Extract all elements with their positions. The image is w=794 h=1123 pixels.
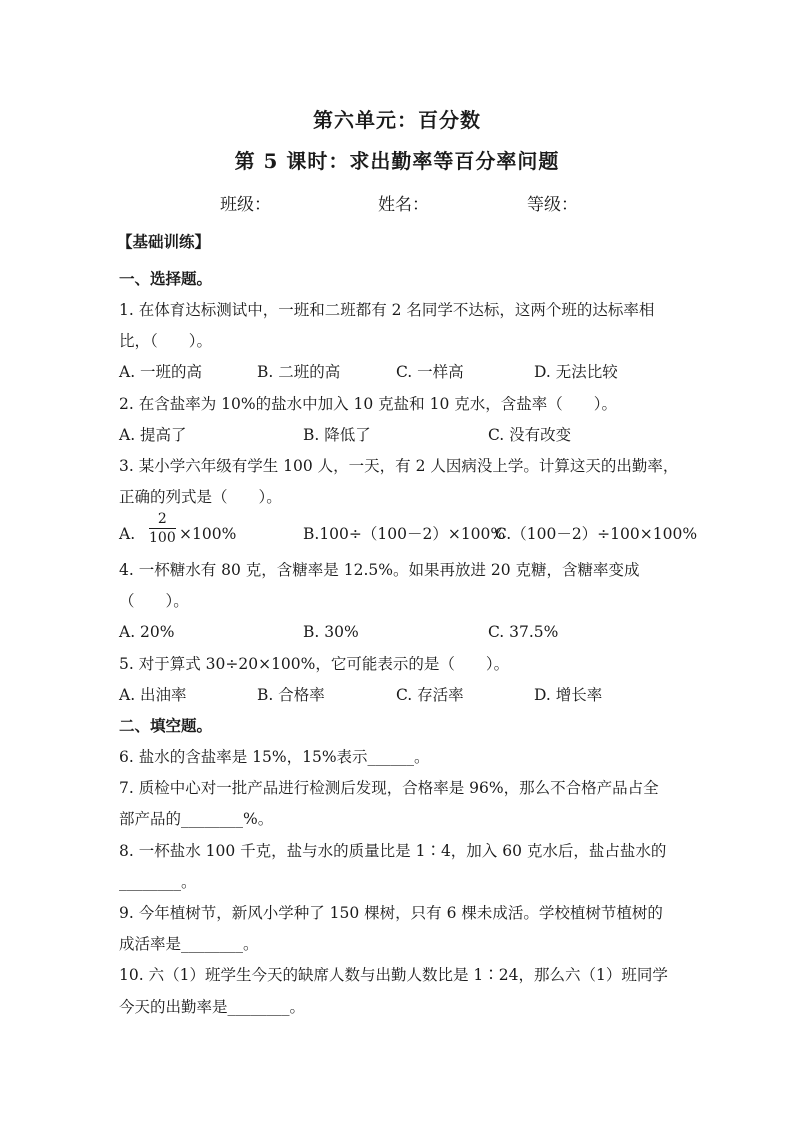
q5-line1: 5. 对于算式 30÷20×100%，它可能表示的是（ ）。	[119, 655, 510, 673]
fraction-numerator: 2	[157, 511, 167, 527]
q5-option-d: D. 增长率	[534, 686, 603, 704]
grade-label: 等级：	[527, 195, 578, 215]
class-label: 班级：	[220, 195, 271, 215]
q5-option-c: C. 存活率	[396, 686, 464, 704]
q9-line1: 9. 今年植树节，新风小学种了 150 棵树，只有 6 棵未成活。学校植树节植树的	[119, 904, 663, 922]
q9-line2: 成活率是________。	[119, 935, 259, 953]
q2-option-c: C. 没有改变	[488, 426, 572, 444]
q6-line1: 6. 盐水的含盐率是 15%，15%表示______。	[119, 748, 430, 766]
q3-option-c: C.（100－2）÷100×100%	[495, 525, 698, 543]
q3-option-a-fraction	[149, 511, 176, 546]
lesson-title: 第 5 课时：求出勤率等百分率问题	[234, 149, 560, 173]
q10-line2: 今天的出勤率是________。	[119, 998, 306, 1016]
q3-option-b: B.100÷（100－2）×100%	[303, 525, 506, 543]
q2-option-b: B. 降低了	[303, 426, 371, 444]
q4-line2: （ ）。	[119, 592, 189, 610]
q7-line2: 部产品的________%。	[119, 810, 274, 828]
part2-title: 二、填空题。	[119, 716, 213, 735]
fraction-denominator: 100	[149, 530, 176, 546]
q10-line1: 10. 六（1）班学生今天的缺席人数与出勤人数比是 1∶24，那么六（1）班同学	[119, 966, 668, 984]
q1-line2: 比，（ ）。	[119, 332, 213, 350]
q7-line1: 7. 质检中心对一批产品进行检测后发现，合格率是 96%，那么不合格产品占全	[119, 779, 659, 797]
q3-option-a-prefix: A.	[119, 525, 136, 543]
q3-option-a-suffix: ×100%	[179, 525, 237, 543]
q1-option-b: B. 二班的高	[257, 363, 341, 381]
name-label: 姓名：	[378, 195, 429, 215]
q5-option-a: A. 出油率	[119, 686, 187, 704]
q5-option-b: B. 合格率	[257, 686, 325, 704]
q3-line1: 3. 某小学六年级有学生 100 人，一天，有 2 人因病没上学。计算这天的出勤率，	[119, 457, 679, 475]
section-basic-training: 【基础训练】	[117, 232, 211, 251]
q3-line2: 正确的列式是（ ）。	[119, 488, 282, 506]
q8-line2: ________。	[119, 873, 197, 891]
q2-line1: 2. 在含盐率为 10%的盐水中加入 10 克盐和 10 克水，含盐率（ ）。	[119, 395, 617, 413]
q4-line1: 4. 一杯糖水有 80 克，含糖率是 12.5%。如果再放进 20 克糖，含糖率变成	[119, 561, 640, 579]
q4-option-b: B. 30%	[303, 623, 359, 641]
q1-option-c: C. 一样高	[396, 363, 464, 381]
q2-option-a: A. 提高了	[119, 426, 187, 444]
q1-line1: 1. 在体育达标测试中，一班和二班都有 2 名同学不达标，这两个班的达标率相	[119, 301, 655, 319]
q4-option-a: A. 20%	[119, 623, 175, 641]
unit-title: 第六单元：百分数	[313, 108, 481, 132]
q4-option-c: C. 37.5%	[488, 623, 559, 641]
fraction-bar	[149, 528, 176, 529]
q1-option-d: D. 无法比较	[534, 363, 618, 381]
part1-title: 一、选择题。	[119, 269, 213, 288]
q8-line1: 8. 一杯盐水 100 千克，盐与水的质量比是 1∶4，加入 60 克水后，盐占盐水的	[119, 842, 667, 860]
q1-option-a: A. 一班的高	[119, 363, 203, 381]
